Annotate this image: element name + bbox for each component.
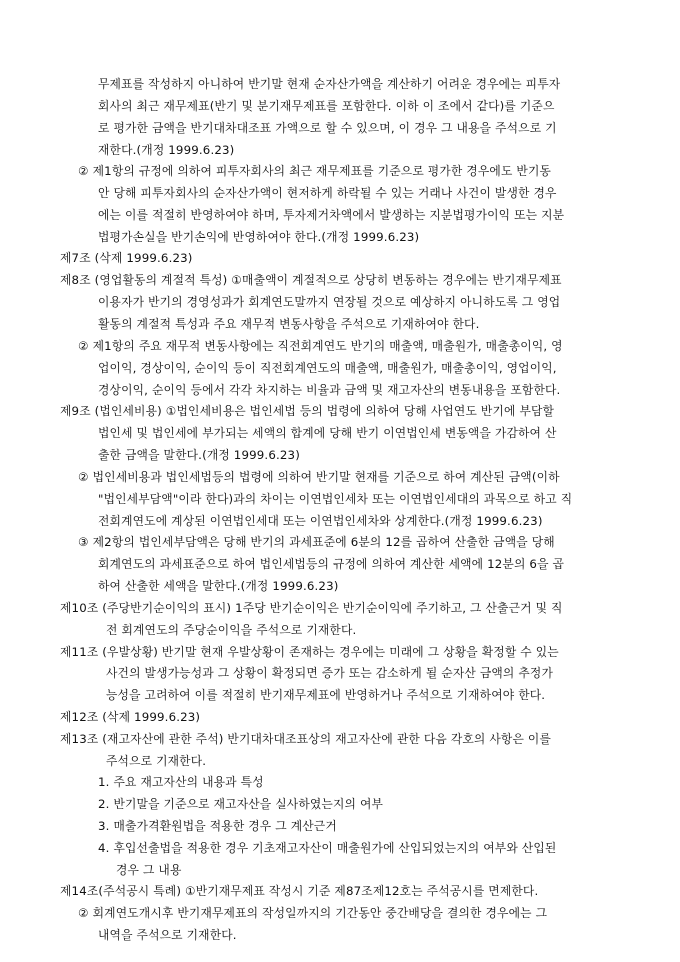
text-line: 내역을 주석으로 기재한다. (98, 928, 237, 942)
paragraph-line: ② 제1항의 규정에 의하여 피투자회사의 최근 재무제표를 기준으로 평가한 경우에도 반기동 (78, 164, 552, 178)
text-line: 회사의 최근 재무제표(반기 및 분기재무제표를 포함한다. 이하 이 조에서 같다)를 기준으 (98, 99, 555, 113)
paragraph-line: ② 법인세비용과 법인세법등의 법령에 의하여 반기말 현재를 기준으로 하여 계산된 금액(이하 (78, 470, 560, 484)
text-line: 경우 그 내용 (116, 863, 182, 877)
list-item: 4. 후입선출법을 적용한 경우 기초재고자산이 매출원가에 산입되었는지의 여부와 산입된 (98, 841, 557, 855)
article-heading: 제14조(주석공시 특례) ①반기재무제표 작성시 기준 제87조제12호는 주석공시를 면제한다. (60, 884, 539, 898)
list-item: 1. 주요 재고자산의 내용과 특성 (98, 775, 264, 789)
article-heading: 제13조 (재고자산에 관한 주석) 반기대차대조표상의 재고자산에 관한 다음 각호의 사항은 이를 (60, 732, 552, 746)
article-heading: 제11조 (우발상황) 반기말 현재 우발상황이 존재하는 경우에는 미래에 그 상황을 확정할 수 있는 (60, 645, 559, 659)
text-line: 업이익, 경상이익, 순이익 등이 직전회계연도의 매출액, 매출원가, 매출총이익, 영업이익, (98, 361, 557, 375)
text-line: 전 회계연도의 주당순이익을 주석으로 기재한다. (106, 623, 357, 637)
text-line: 법평가손실을 반기손익에 반영하여야 한다.(개정 1999.6.23) (98, 230, 420, 244)
text-line: 법인세 및 법인세에 부가되는 세액의 합계에 당해 반기 이연법인세 변동액을 가감하여 산 (98, 426, 557, 440)
article-heading: 제8조 (영업활동의 계절적 특성) ①매출액이 계절적으로 상당히 변동하는 경우에는 반기재무제표 (60, 273, 562, 287)
article-heading: 제12조 (삭제 1999.6.23) (60, 710, 201, 724)
list-item: 2. 반기말을 기준으로 재고자산을 실사하였는지의 여부 (98, 797, 384, 811)
paragraph-line: ② 회계연도개시후 반기재무제표의 작성일까지의 기간동안 중간배당을 결의한 경우에는 그 (78, 906, 548, 920)
paragraph-line: ② 제1항의 주요 재무적 변동사항에는 직전회계연도 반기의 매출액, 매출원가, 매출총이익, 영 (78, 339, 563, 353)
text-line: 무제표를 작성하지 아니하여 반기말 현재 순자산가액을 계산하기 어려운 경우에는 피투자 (98, 77, 561, 91)
article-heading: 제7조 (삭제 1999.6.23) (60, 251, 193, 265)
list-item: 3. 매출가격환원법을 적용한 경우 그 계산근거 (98, 819, 337, 833)
text-line: 사건의 발생가능성과 그 상황이 확정되면 증가 또는 감소하게 될 순자산 금액의 추정가 (106, 666, 554, 680)
text-line: 능성을 고려하여 이를 적절히 반기재무제표에 반영하거나 주석으로 기재하여야 한다. (106, 688, 546, 702)
article-heading: 제10조 (주당반기순이익의 표시) 1주당 반기순이익은 반기순이익에 주기하고, 그 산출근거 및 직 (60, 601, 563, 615)
text-line: 안 당해 피투자회사의 순자산가액이 현저하게 하락될 수 있는 거래나 사건이 발생한 경우 (98, 186, 557, 200)
text-line: "법인세부담액"이라 한다)과의 차이는 이연법인세차 또는 이연법인세대의 과목으로 하고 직 (98, 492, 573, 506)
text-line: 경상이익, 순이익 등에서 각각 차지하는 비율과 금액 및 재고자산의 변동내용을 포함한다. (98, 383, 561, 397)
text-line: 회계연도의 과세표준으로 하여 법인세법등의 규정에 의하여 계산한 세액에 12분의 6을 곱 (98, 557, 565, 571)
text-line: 이용자가 반기의 경영성과가 회계연도말까지 연장될 것으로 예상하지 아니하도록 그 영업 (98, 295, 561, 309)
text-line: 활동의 계절적 특성과 주요 재무적 변동사항을 주석으로 기재하여야 한다. (98, 317, 480, 331)
text-line: 하여 산출한 세액을 말한다.(개정 1999.6.23) (98, 579, 339, 593)
text-line: 재한다.(개정 1999.6.23) (98, 143, 235, 157)
text-line: 출한 금액을 말한다.(개정 1999.6.23) (98, 448, 300, 462)
text-line: 전회계연도에 계상된 이연법인세대 또는 이연법인세차와 상계한다.(개정 1999.6.23) (98, 514, 543, 528)
paragraph-line: ③ 제2항의 법인세부담액은 당해 반기의 과세표준에 6분의 12를 곱하여 산출한 금액을 당해 (78, 535, 555, 549)
text-line: 주석으로 기재한다. (106, 754, 207, 768)
text-line: 로 평가한 금액을 반기대차대조표 가액으로 할 수 있으며, 이 경우 그 내용을 주석으로 기 (98, 121, 557, 135)
text-line: 에는 이를 적절히 반영하여야 하며, 투자제거차액에서 발생하는 지분법평가이익 또는 지분 (98, 208, 565, 222)
article-heading: 제9조 (법인세비용) ①법인세비용은 법인세법 등의 법령에 의하여 당해 사업연도 반기에 부담할 (60, 404, 555, 418)
